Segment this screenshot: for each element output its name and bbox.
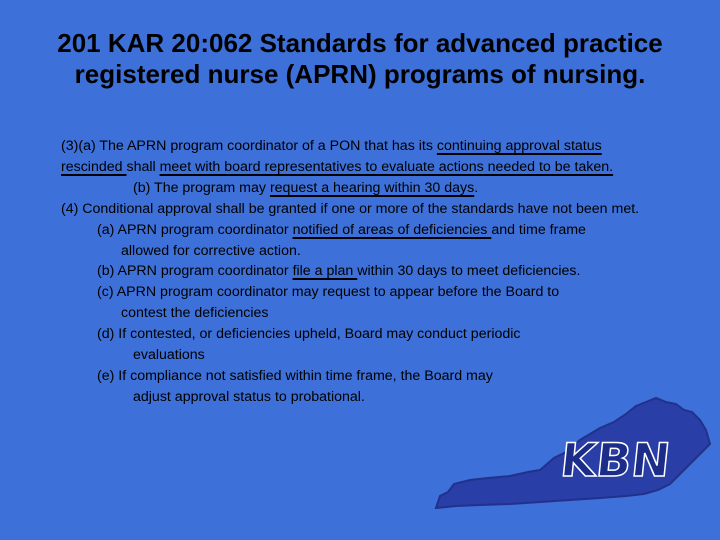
text-span: evaluations xyxy=(133,347,205,364)
paragraph-3b xyxy=(61,178,661,199)
text-span: shall xyxy=(126,158,160,175)
text-span: contest the deficiencies xyxy=(121,305,269,322)
text-span: within 30 days to meet deficiencies. xyxy=(357,263,581,280)
slide-body xyxy=(61,136,661,408)
kbn-letters xyxy=(558,433,673,487)
paragraph-3a xyxy=(61,136,661,178)
text-span: (b) APRN program coordinator xyxy=(97,263,293,280)
text-span: (a) APRN program coordinator xyxy=(97,221,293,238)
underlined-text: request a hearing within 30 days xyxy=(269,179,475,196)
text-span: allowed for corrective action. xyxy=(121,242,301,259)
kentucky-map-logo-icon xyxy=(430,392,714,512)
text-span: (c) APRN program coordinator may request to appear before the Board to xyxy=(97,284,560,301)
underlined-text: continuing approval status rescinded xyxy=(61,138,602,175)
list-item-a xyxy=(61,220,661,262)
text-span: and time frame xyxy=(491,221,586,238)
underlined-text: meet with board representatives to evaluate actions needed to be taken. xyxy=(159,158,614,175)
underlined-text: file a plan xyxy=(292,263,358,280)
text-span: (3)(a) The APRN program coordinator of a PON that has its xyxy=(61,138,437,154)
text-span: (b) The program may xyxy=(133,179,270,196)
kbn-logo-text: KBN xyxy=(558,433,673,487)
text-span: (e) If compliance not satisfied within time frame, the Board may xyxy=(97,367,493,384)
list-item-c xyxy=(61,282,661,324)
text-span: adjust approval status to probational. xyxy=(133,388,365,405)
list-item-b xyxy=(61,261,661,282)
text-span: . xyxy=(474,179,479,196)
text-span: (d) If contested, or deficiencies upheld, Board may conduct periodic xyxy=(97,326,521,343)
list-item-d xyxy=(61,324,661,366)
paragraph-4: (4) Conditional approval shall be granted if one or more of the standards have not been met. xyxy=(61,200,640,217)
underlined-text: notified of areas of deficiencies xyxy=(292,221,492,238)
slide-title: 201 KAR 20:062 Standards for advanced practice registered nurse (APRN) programs of nursing. xyxy=(57,28,663,89)
